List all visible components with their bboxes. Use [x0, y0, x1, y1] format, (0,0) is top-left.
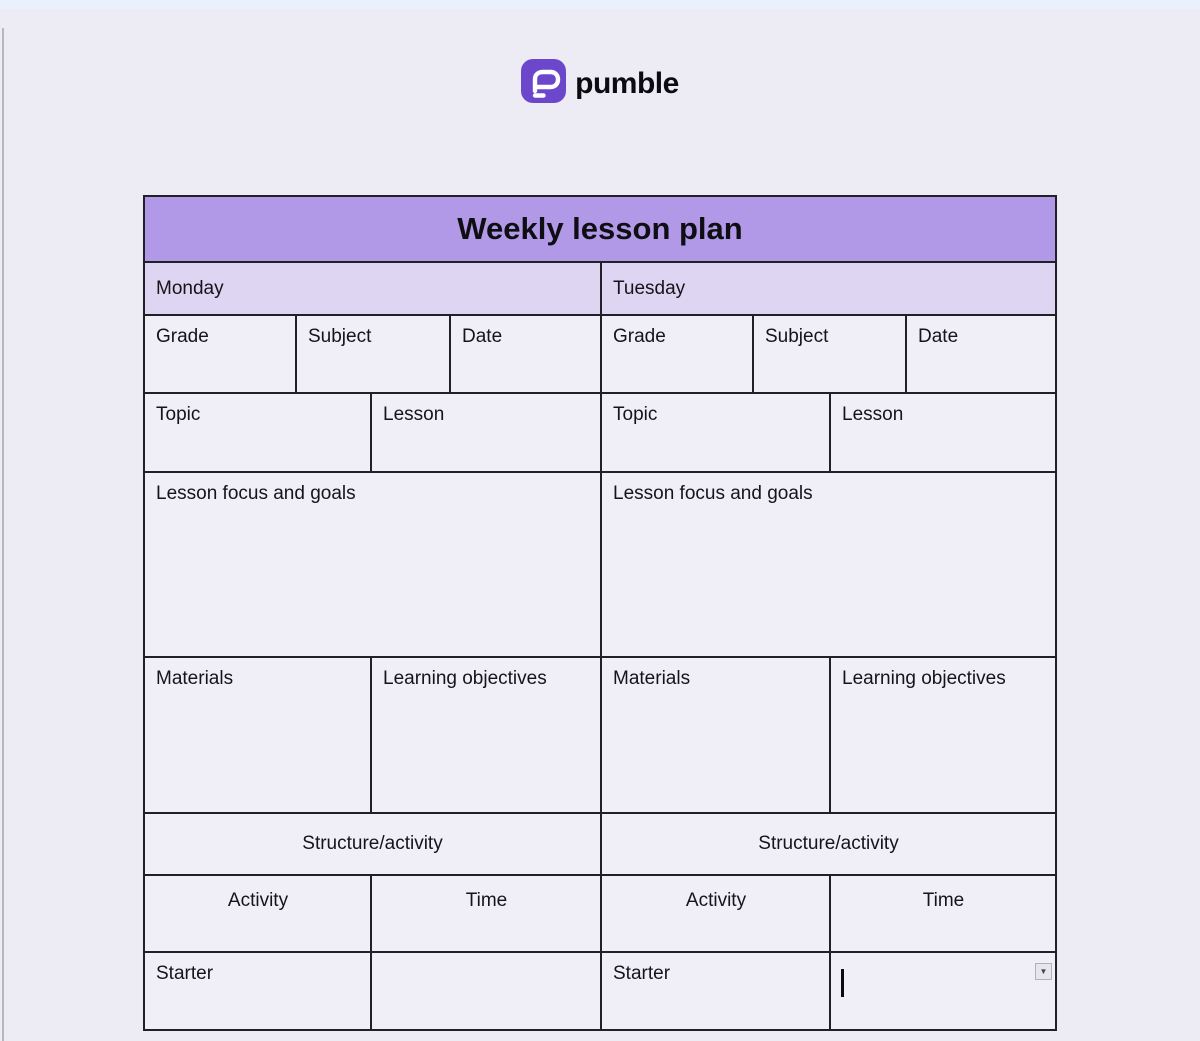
materials-cell[interactable]: [602, 658, 831, 812]
monday-info-row: [145, 316, 600, 394]
topic-cell[interactable]: [602, 394, 831, 471]
weekly-lesson-plan-table: [143, 195, 1057, 1031]
monday-column: [145, 263, 600, 1029]
table-title-cell[interactable]: [145, 197, 1055, 263]
lesson-focus-cell[interactable]: [602, 473, 1055, 656]
monday-focus-row: [145, 473, 600, 658]
text-cursor: [841, 969, 844, 997]
subject-cell[interactable]: [754, 316, 907, 392]
tuesday-focus-row: [602, 473, 1055, 658]
lesson-cell[interactable]: [372, 394, 600, 471]
monday-topic-row: [145, 394, 600, 473]
tuesday-activity-header-row: [602, 876, 1055, 953]
subject-label: Subject: [308, 326, 372, 347]
lesson-focus-label: Lesson focus and goals: [613, 483, 813, 504]
pumble-logo: [0, 59, 1200, 108]
monday-activity-header-row: [145, 876, 600, 953]
learning-objectives-label: Learning objectives: [842, 668, 1006, 689]
starter-time-cell-active[interactable]: [831, 953, 1055, 1029]
date-cell[interactable]: [907, 316, 1055, 392]
grade-label: Grade: [613, 326, 666, 347]
materials-label: Materials: [613, 668, 691, 689]
structure-activity-label: Structure/activity: [758, 833, 899, 855]
pumble-wordmark: pumble: [575, 66, 679, 100]
lesson-focus-cell[interactable]: [145, 473, 600, 656]
topic-label: Topic: [156, 404, 201, 425]
starter-activity-cell[interactable]: [145, 953, 372, 1029]
date-label: Date: [918, 326, 959, 347]
day-name-label: Monday: [156, 277, 224, 299]
grade-cell[interactable]: [145, 316, 297, 392]
tuesday-day-cell[interactable]: [602, 263, 1055, 316]
lesson-cell[interactable]: [831, 394, 1055, 471]
starter-label: Starter: [156, 963, 214, 984]
date-cell[interactable]: [451, 316, 600, 392]
monday-structure-cell[interactable]: [145, 814, 600, 876]
activity-header-cell[interactable]: [602, 876, 831, 951]
day-name-label: Tuesday: [613, 277, 686, 299]
learning-objectives-label: Learning objectives: [383, 668, 547, 689]
subject-cell[interactable]: [297, 316, 451, 392]
grade-cell[interactable]: [602, 316, 754, 392]
materials-cell[interactable]: [145, 658, 372, 812]
activity-header-label: Activity: [227, 890, 289, 911]
structure-activity-label: Structure/activity: [302, 833, 443, 855]
time-header-cell[interactable]: [372, 876, 600, 951]
activity-header-cell[interactable]: [145, 876, 372, 951]
tuesday-materials-row: [602, 658, 1055, 814]
window-edge-line: [2, 28, 4, 1041]
pumble-logo-icon: [521, 59, 566, 108]
chevron-down-icon: ▼: [1039, 967, 1048, 976]
tuesday-column: [600, 263, 1055, 1029]
grade-label: Grade: [156, 326, 209, 347]
tuesday-starter-row: [602, 953, 1055, 1029]
monday-materials-row: [145, 658, 600, 814]
monday-starter-row: [145, 953, 600, 1029]
learning-objectives-cell[interactable]: [372, 658, 600, 812]
tuesday-info-row: [602, 316, 1055, 394]
learning-objectives-cell[interactable]: [831, 658, 1055, 812]
cell-dropdown-button[interactable]: [1035, 963, 1052, 980]
starter-activity-cell[interactable]: [602, 953, 831, 1029]
day-columns: [145, 263, 1055, 1029]
lesson-label: Lesson: [383, 404, 445, 425]
lesson-focus-label: Lesson focus and goals: [156, 483, 356, 504]
starter-label: Starter: [613, 963, 671, 984]
starter-time-cell[interactable]: [372, 953, 600, 1029]
date-label: Date: [462, 326, 503, 347]
time-header-label: Time: [465, 890, 508, 911]
monday-day-cell[interactable]: [145, 263, 600, 316]
lesson-label: Lesson: [842, 404, 904, 425]
subject-label: Subject: [765, 326, 829, 347]
activity-header-label: Activity: [685, 890, 747, 911]
page-title: Weekly lesson plan: [457, 211, 743, 246]
tuesday-structure-cell[interactable]: [602, 814, 1055, 876]
time-header-label: Time: [922, 890, 965, 911]
time-header-cell[interactable]: [831, 876, 1055, 951]
tuesday-topic-row: [602, 394, 1055, 473]
topic-cell[interactable]: [145, 394, 372, 471]
topic-label: Topic: [613, 404, 658, 425]
top-strip: [0, 0, 1200, 9]
materials-label: Materials: [156, 668, 234, 689]
